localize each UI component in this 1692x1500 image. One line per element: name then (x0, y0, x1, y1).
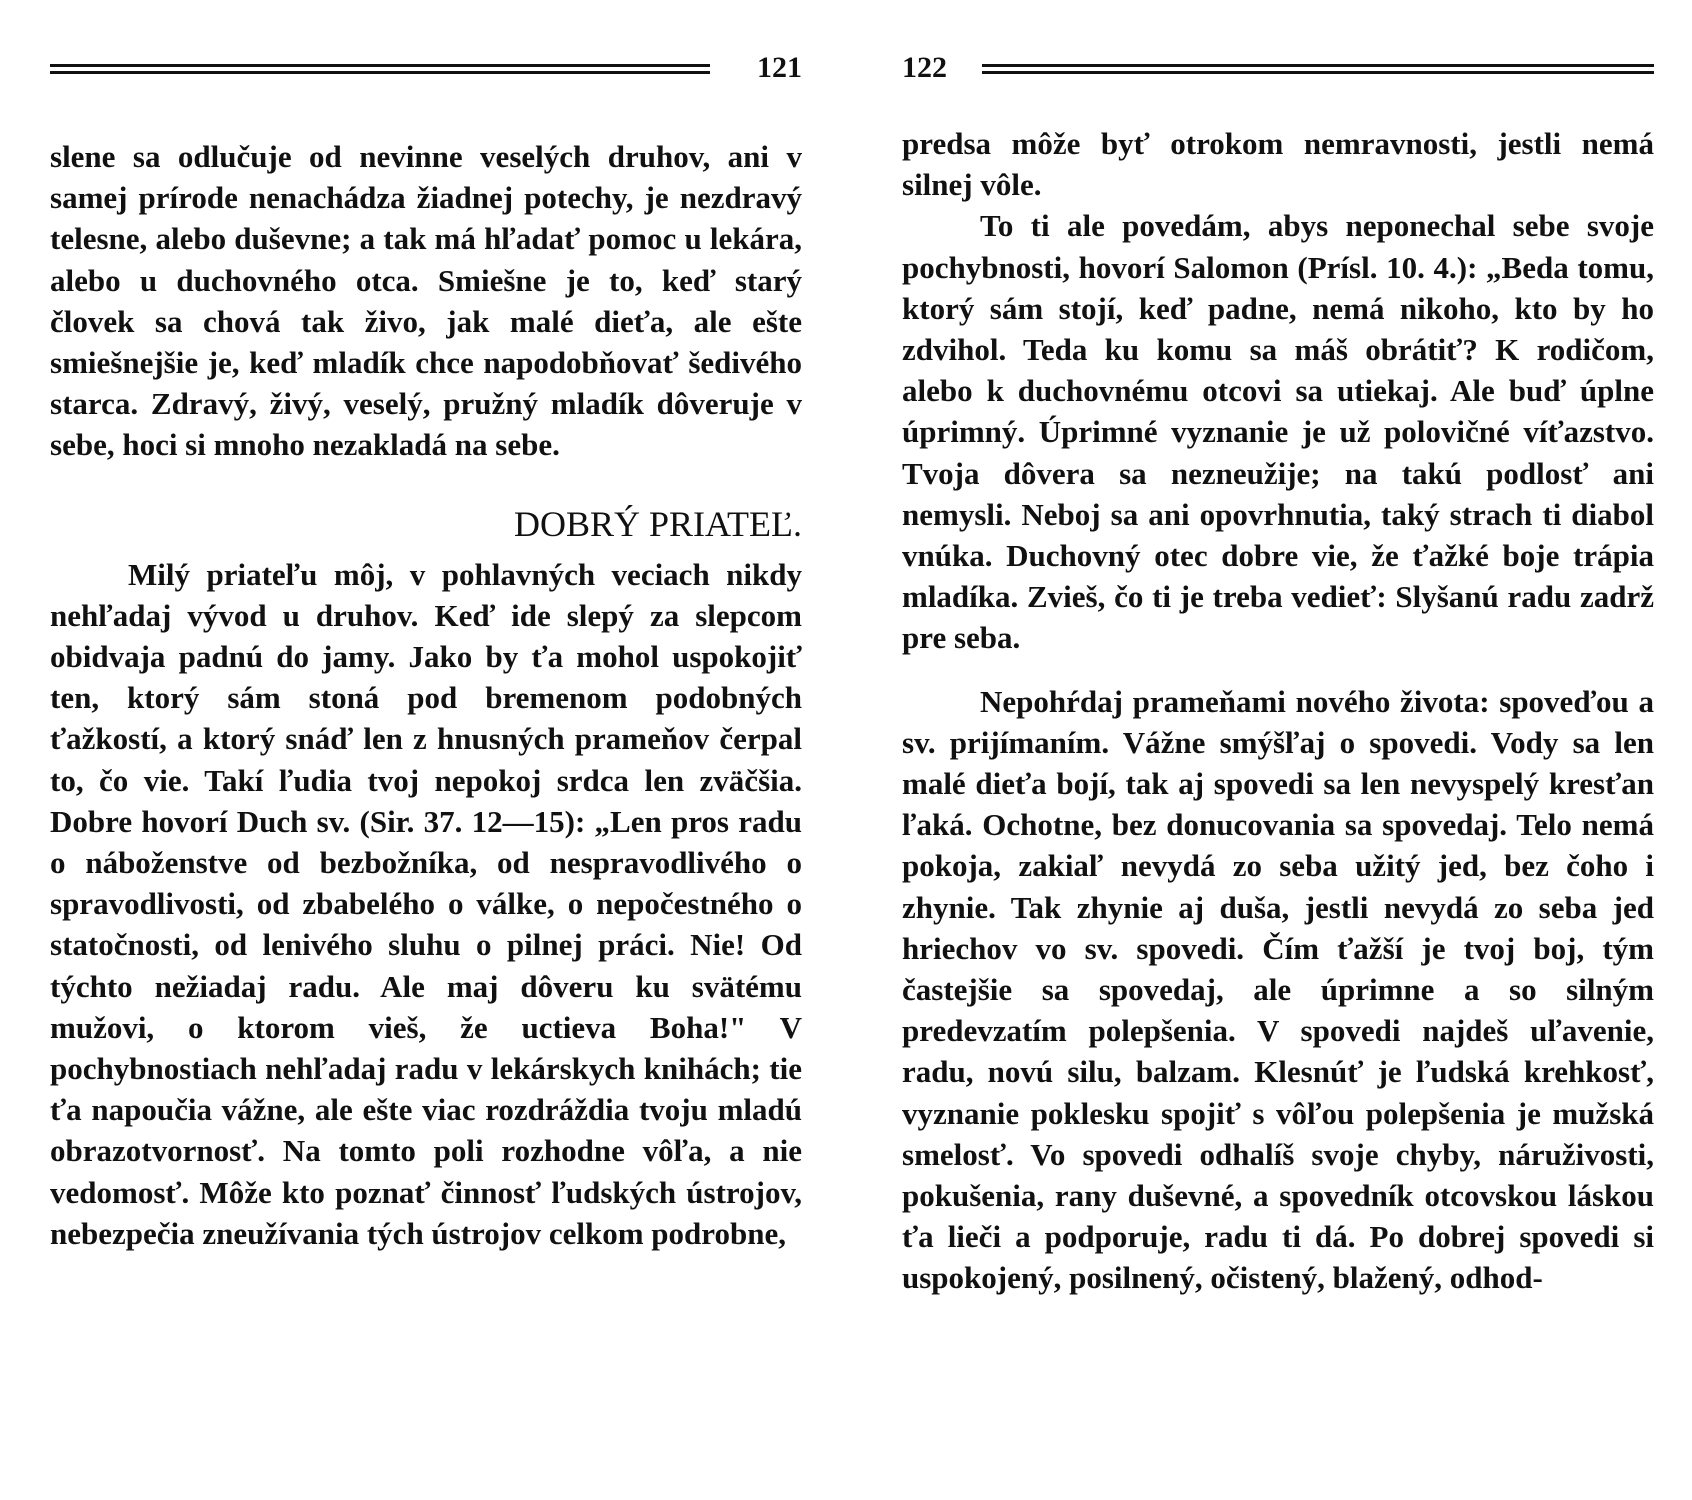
page-number: 122 (902, 51, 947, 84)
right-page-header (902, 48, 1654, 88)
page-number: 121 (757, 51, 802, 84)
left-page-text (50, 136, 802, 1254)
right-page-text (902, 123, 1654, 1299)
header-rule (50, 64, 710, 74)
paragraph: predsa môže byť otrokom nemravnosti, jestli nemá silnej vôle. (902, 126, 1654, 203)
header-rule (982, 64, 1654, 74)
paragraph: Milý priateľu môj, v pohlavných veciach nikdy nehľadaj vývod u druhov. Keď ide slepý za slepcom obidvaja padnú do jamy. Jako by ťa mohol uspokojiť ten, ktorý sám stoná pod bremenom podobných ťažkostí, a ktorý snáď len z hnusných prameňov čerpal to, čo vie. Takí ľudia tvoj nepokoj srdca len zväčšia. Dobre hovorí Duch sv. (Sir. 37. 12—15): „Len pros radu o náboženstve od bezbožníka, od nespravodlivého o spravodlivosti, od zbabelého o válke, o nepočestného o statočnosti, od lenivého sluhu o pilnej práci. Nie! Od týchto nežiadaj radu. Ale maj dôveru ku svätému mužovi, o ktorom vieš, že uctieva Boha!" V pochybnostiach nehľadaj radu v lekárskych knihách; tie ťa napoučia vážne, ale ešte viac rozdráždia tvoju mladú obrazotvornosť. Na tomto poli rozhodne vôľa, a nie vedomosť. Môže kto poznať činnosť ľudských ústrojov, nebezpečia zneužívania tých ústrojov celkom podrobne, (50, 556, 802, 1251)
left-page-header (50, 48, 802, 88)
right-page (902, 0, 1654, 1500)
left-page (50, 0, 802, 1500)
paragraph: To ti ale povedám, abys neponechal sebe svoje pochybnosti, hovorí Salomon (Prísl. 10. 4.): „Beda tomu, ktorý sám stojí, keď padne, nemá nikoho, kto by ho zdvihol. Teda ku komu sa máš obrátiť? K rodičom, alebo k duchovnému otcovi sa utiekaj. Ale buď úplne úprimný. Úprimné vyznanie je už polovičné víťazstvo. Tvoja dôvera sa nezneužije; na takú podlosť ani nemysli. Neboj sa ani opovrhnutia, taký strach ti diabol vnúka. Duchovný otec dobre vie, že ťažké boje trápia mladíka. Zvieš, čo ti je treba vedieť: Slyšanú radu zadrž pre seba. (902, 208, 1654, 656)
paragraph: Nepohŕdaj prameňami nového života: spoveďou a sv. prijímaním. Vážne smýšľaj o spovedi. Vody sa len malé dieťa bojí, tak aj spovedi sa len nevyspelý kresťan ľaká. Ochotne, bez donucovania sa spovedaj. Telo nemá pokoja, zakiaľ nevydá zo seba užitý jed, bez čoho i zhynie. Tak zhynie aj duša, jestli nevydá zo seba jed hriechov vo sv. spovedi. Čím ťažší je tvoj boj, tým častejšie sa spovedaj, ale úprimne a so silným predevzatím polepšenia. V spovedi najdeš uľavenie, radu, novú silu, balzam. Klesnúť je ľudská krehkosť, vyznanie poklesku spojiť s vôľou polepšenia je mužská smelosť. Vo spovedi odhalíš svoje chyby, náruživosti, pokušenia, rany duševné, a spovedník otcovskou láskou ťa lieči a podporuje, radu ti dá. Po dobrej spovedi si uspokojený, posilnený, očistený, blažený, odhod- (902, 683, 1654, 1296)
section-heading: DOBRÝ PRIATEĽ. (513, 503, 802, 544)
paragraph: slene sa odlučuje od nevinne veselých druhov, ani v samej prírode nenachádza žiadnej potechy, je nezdravý telesne, alebo duševne; a tak má hľadať pomoc u lekára, alebo u duchovného otca. Smiešne je to, keď starý človek sa chová tak živo, jak malé dieťa, ale ešte smiešnejšie je, keď mladík chce napodobňovať šedivého starca. Zdravý, živý, veselý, pružný mladík dôveruje v sebe, hoci si mnoho nezakladá na sebe. (50, 139, 802, 463)
